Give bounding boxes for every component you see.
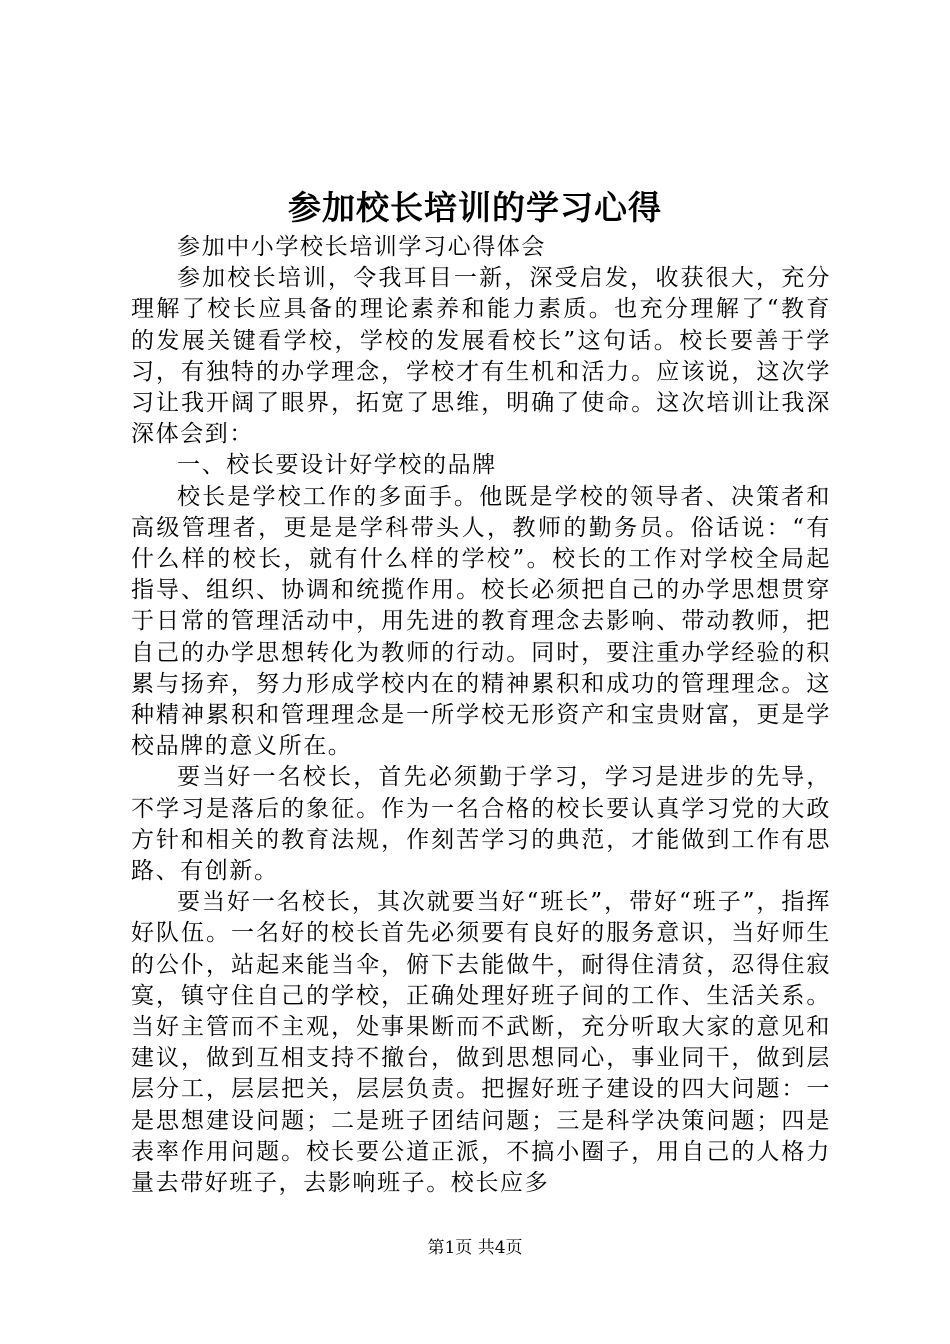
paragraph-team-leadership: 要当好一名校长，其次就要当好“班长”，带好“班子”，指挥好队伍。一名好的校长首先必须要有良好的服务意识，当好师生的公仆，站起来能当伞，俯下去能做牛，耐得住清贫，忍得住寂寞，镇守住自己的学校，正确处理好班子间的工作、生活关系。当好主管而不主观，处事果断而不武断，充分听取大家的意见和建议，做到互相支持不撤台，做到思想同心，事业同干，做到层层分工，层层把关，层层负责。把握好班子建设的四大问题：一是思想建设问题；二是班子团结问题；三是科学决策问题；四是表率作用问题。校长要公道正派，不搞小圈子，用自己的人格力量去带好班子，去影响班子。校长应多 [131, 889, 831, 1197]
document-body [131, 232, 831, 1199]
paragraph-principal-role: 校长是学校工作的多面手。他既是学校的领导者、决策者和高级管理者，更是是学科带头人，教师的勤务员。俗话说：“有什么样的校长，就有什么样的学校”。校长的工作对学校全局起指导、组织、协调和统揽作用。校长必须把自己的办学思想贯穿于日常的管理活动中，用先进的教育理念去影响、带动教师，把自己的办学思想转化为教师的行动。同时，要注重办学经验的积累与扬弃，努力形成学校内在的精神累积和成功的管理理念。这种精神累积和管理理念是一所学校无形资产和宝贵财富，更是学校品牌的意义所在。 [131, 483, 831, 760]
document-title: 参加校长培训的学习心得 [288, 188, 662, 227]
paragraph-subtitle: 参加中小学校长培训学习心得体会 [177, 234, 546, 260]
paragraph-learning: 要当好一名校长，首先必须勤于学习，学习是进步的先导，不学习是落后的象征。作为一名合格的校长要认真学习党的大政方针和相关的教育法规，作刻苦学习的典范，才能做到工作有思路、有创新。 [131, 764, 831, 885]
paragraph-intro: 参加校长培训，令我耳目一新，深受启发，收获很大，充分理解了校长应具备的理论素养和能力素质。也充分理解了“教育的发展关键看学校，学校的发展看校长”这句话。校长要善于学习，有独特的办学理念，学校才有生机和活力。应该说，这次学习让我开阔了眼界，拓宽了思维，明确了使命。这次培训让我深深体会到： [131, 265, 831, 448]
page-number-footer: 第1页 共4页 [427, 1238, 523, 1258]
section-heading: 一、校长要设计好学校的品牌 [177, 452, 497, 479]
